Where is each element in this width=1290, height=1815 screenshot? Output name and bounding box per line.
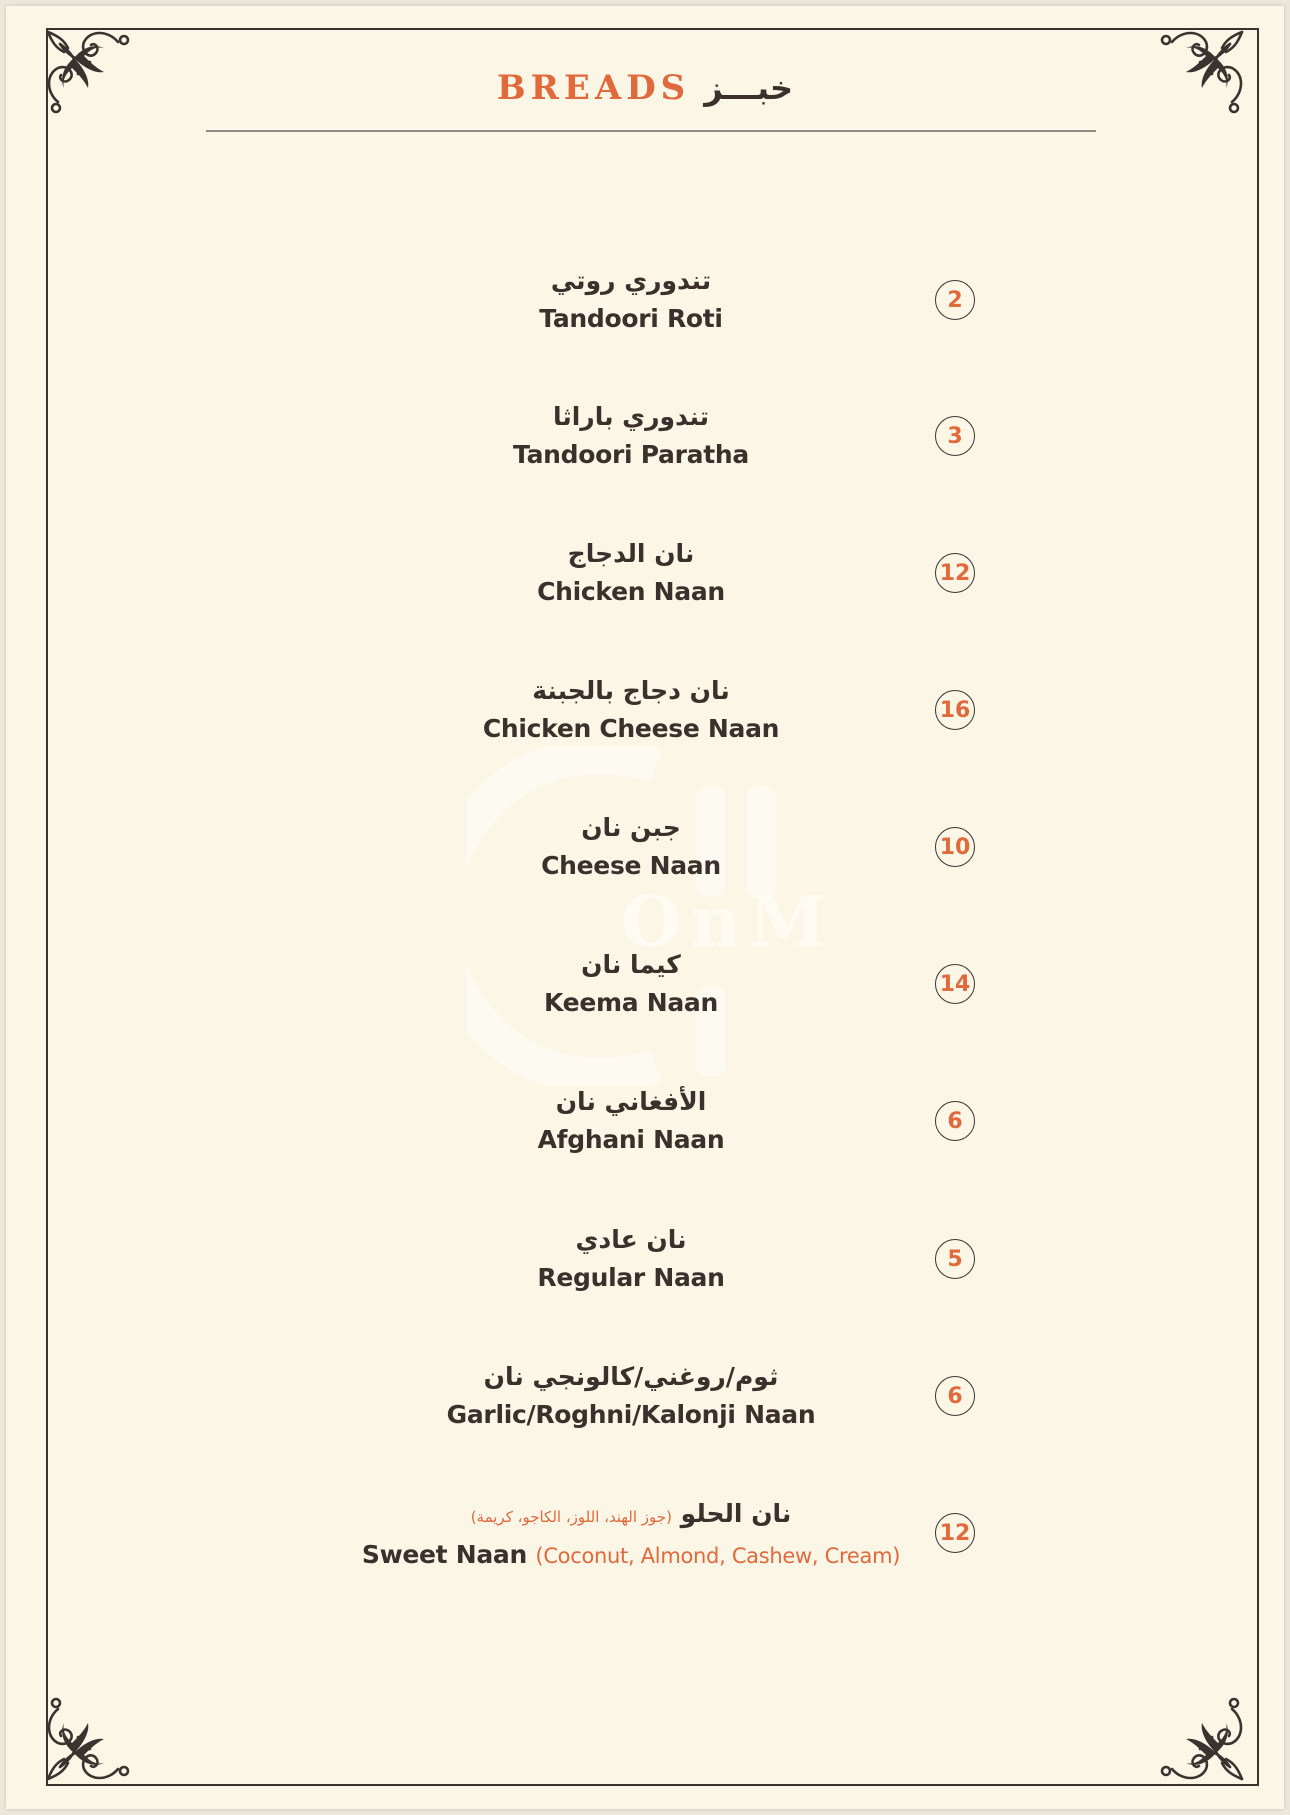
menu-item	[6, 398, 1284, 508]
item-name-en: Keema Naan	[544, 988, 718, 1017]
price-badge: 6	[935, 1101, 975, 1141]
item-name-ar-text: نان الحلو	[680, 1499, 792, 1528]
price-badge: 2	[935, 280, 975, 320]
price-badge: 12	[935, 1513, 975, 1553]
header-divider	[206, 130, 1096, 132]
price-badge: 12	[935, 553, 975, 593]
item-name-en-text: Sweet Naan	[361, 1540, 528, 1569]
item-name-en: Chicken Cheese Naan	[482, 714, 780, 743]
item-name-ar: نان دجاج بالجبنة	[532, 676, 730, 705]
item-name-en: Garlic/Roghni/Kalonji Naan	[446, 1400, 816, 1429]
menu-item	[6, 1495, 1284, 1605]
section-title-en: BREADS	[496, 68, 691, 108]
price-badge: 10	[935, 827, 975, 867]
price-badge: 6	[935, 1376, 975, 1416]
menu-item	[6, 535, 1284, 645]
item-name-ar: كيما نان	[581, 950, 681, 979]
menu-item	[6, 809, 1284, 919]
item-name-ar: نان عادي	[575, 1225, 687, 1254]
section-title-ar: خبـــز	[704, 69, 794, 107]
item-name-en: Regular Naan	[537, 1263, 725, 1292]
menu-item	[6, 672, 1284, 782]
menu-item	[6, 1083, 1284, 1193]
menu-item	[6, 262, 1284, 372]
item-name-ar: تندوري روتي	[550, 266, 712, 295]
item-name-en: Cheese Naan	[541, 851, 721, 880]
item-name-ar: تندوري باراثا	[552, 402, 710, 431]
price-badge: 14	[935, 964, 975, 1004]
item-note-ar: (جوز الهند، اللوز، الكاجو، كريمة)	[470, 1508, 672, 1526]
item-name-ar: ثوم/روغني/كالونجي نان	[483, 1362, 779, 1391]
section-header	[6, 68, 1284, 108]
corner-ornament-bottom-left	[38, 1689, 138, 1789]
menu-page	[6, 6, 1284, 1809]
price-badge: 5	[935, 1239, 975, 1279]
item-name-en: Tandoori Roti	[539, 304, 723, 333]
menu-item	[6, 946, 1284, 1056]
watermark-text: OnM	[621, 880, 835, 963]
menu-item	[6, 1221, 1284, 1331]
item-name-ar	[336, 1495, 926, 1536]
price-badge: 16	[935, 690, 975, 730]
item-name-en: Afghani Naan	[537, 1125, 725, 1154]
menu-item	[6, 1358, 1284, 1468]
item-name-ar: جبن نان	[581, 813, 681, 842]
item-name-en	[336, 1536, 926, 1575]
item-note-en: (Coconut, Almond, Cashew, Cream)	[535, 1544, 901, 1568]
item-name-ar: نان الدجاج	[567, 539, 695, 568]
item-name-en: Tandoori Paratha	[513, 440, 749, 469]
corner-ornament-bottom-right	[1152, 1689, 1252, 1789]
price-badge: 3	[935, 416, 975, 456]
item-name-ar: الأفغاني نان	[555, 1087, 707, 1116]
item-name-en: Chicken Naan	[537, 577, 725, 606]
